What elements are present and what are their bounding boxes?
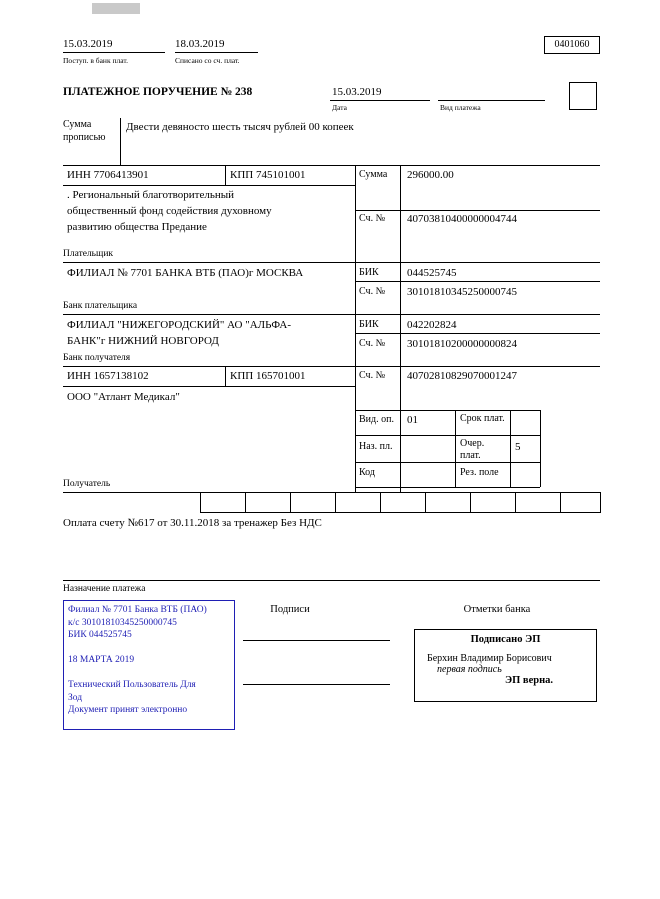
payment-purpose-label: Назначение платежа xyxy=(63,584,146,594)
payee-bank-account: 30101810200000000824 xyxy=(407,338,517,350)
bank-stamp-line: Зод xyxy=(68,692,83,703)
payee-account-label: Сч. № xyxy=(359,370,386,381)
electronic-signature-stamp xyxy=(414,629,597,702)
rule xyxy=(330,100,430,101)
bank-stamp-line xyxy=(68,667,230,680)
form-code-box xyxy=(544,36,600,54)
pay-term-label: Срок плат. xyxy=(460,413,505,424)
rule xyxy=(355,165,356,492)
op-kind-value: 01 xyxy=(407,414,418,426)
payer-account: 40703810400000004744 xyxy=(407,213,517,225)
payer-bank-section-label: Банк плательщика xyxy=(63,301,138,311)
rule xyxy=(355,281,600,282)
rule xyxy=(400,165,401,492)
rule xyxy=(438,100,545,101)
debited-date-label: Списано со сч. плат. xyxy=(175,56,240,65)
payer-name-line2: общественный фонд содействия духовному xyxy=(67,205,272,217)
rule xyxy=(600,492,601,512)
rule xyxy=(63,386,355,387)
ep-verified-text: ЭП верна. xyxy=(505,675,554,686)
amount-value: 296000.00 xyxy=(407,169,454,181)
bank-stamp-line: БИК 044525745 xyxy=(68,630,132,640)
signatures-label: Подписи xyxy=(270,604,310,615)
priority-value: 5 xyxy=(515,441,521,453)
payer-bank-bik: 044525745 xyxy=(407,267,457,279)
rule xyxy=(245,492,246,512)
bank-stamp-line: к/с 30101810345250000745 xyxy=(68,617,177,628)
payer-account-label: Сч. № xyxy=(359,213,386,224)
payee-name: ООО "Атлант Медикал" xyxy=(67,391,180,403)
bank-marks-label: Отметки банка xyxy=(463,604,531,615)
payer-bank-account-label: Сч. № xyxy=(359,286,386,297)
rule xyxy=(355,487,540,488)
rule xyxy=(225,366,226,386)
rule xyxy=(455,410,456,487)
rule xyxy=(355,462,540,463)
rule xyxy=(63,262,600,263)
payee-account: 40702810829070001247 xyxy=(407,370,517,382)
rule xyxy=(290,492,291,512)
payer-name-line3: развитию общества Предание xyxy=(67,221,207,233)
rule xyxy=(335,492,336,512)
code-label: Код xyxy=(359,467,375,478)
payee-kpp: КПП 165701001 xyxy=(230,370,306,382)
doc-date: 15.03.2019 xyxy=(332,86,382,98)
rule xyxy=(225,165,226,185)
priority-label: Очер. плат. xyxy=(460,438,485,461)
ep-signer-name: Берхин Владимир Борисович xyxy=(427,653,552,664)
amount-words-label-2: прописью xyxy=(63,132,106,143)
rule xyxy=(63,580,600,581)
payer-bank-account: 30101810345250000745 xyxy=(407,286,517,298)
payment-kind-box xyxy=(569,82,597,110)
payer-section-label: Плательщик xyxy=(63,249,114,259)
rule xyxy=(63,52,165,53)
rule xyxy=(540,410,541,487)
bank-stamp-line: Технический Пользователь Для xyxy=(68,680,196,690)
payee-bank-section-label: Банк получателя xyxy=(63,353,131,363)
payer-bank-bik-label: БИК xyxy=(359,267,379,278)
purpose-code-label: Наз. пл. xyxy=(359,441,393,452)
payer-inn: ИНН 7706413901 xyxy=(67,169,149,181)
rule xyxy=(355,410,540,411)
bank-stamp-line: 18 МАРТА 2019 xyxy=(68,655,135,665)
payee-bank-name-line1: ФИЛИАЛ "НИЖЕГОРОДСКИЙ" АО "АЛЬФА- xyxy=(67,319,292,331)
rule xyxy=(355,210,600,211)
payer-bank-name: ФИЛИАЛ № 7701 БАНКА ВТБ (ПАО)г МОСКВА xyxy=(67,267,304,279)
amount-words-label-1: Сумма xyxy=(63,119,92,130)
doc-date-label: Дата xyxy=(332,103,347,112)
payee-bank-bik: 042202824 xyxy=(407,319,457,331)
bank-stamp-line: Документ принят электронно xyxy=(68,705,188,715)
rule xyxy=(470,492,471,512)
op-kind-label: Вид. оп. xyxy=(359,414,394,425)
rule xyxy=(515,492,516,512)
rule xyxy=(63,492,600,493)
payee-bank-name-line2: БАНК"г НИЖНИЙ НОВГОРОД xyxy=(67,335,219,347)
payee-bank-bik-label: БИК xyxy=(359,319,379,330)
rule xyxy=(425,492,426,512)
scan-artifact xyxy=(92,3,140,14)
amount-label: Сумма xyxy=(359,169,388,180)
received-date-label: Поступ. в банк плат. xyxy=(63,56,128,65)
rule xyxy=(63,366,600,367)
ep-title: Подписано ЭП xyxy=(470,634,541,645)
rule xyxy=(120,118,121,165)
document-title: ПЛАТЕЖНОЕ ПОРУЧЕНИЕ № 238 xyxy=(63,86,253,98)
ep-signature-role: первая подпись xyxy=(437,664,502,675)
bank-stamp-line: Филиал № 7701 Банка ВТБ (ПАО) xyxy=(68,605,207,615)
rule xyxy=(63,165,600,166)
bank-stamp-line xyxy=(68,642,230,655)
rule xyxy=(355,333,600,334)
payment-purpose-text: Оплата счету №617 от 30.11.2018 за тренажер Без НДС xyxy=(63,517,322,529)
rule xyxy=(510,410,511,487)
rule xyxy=(200,512,601,513)
received-date: 15.03.2019 xyxy=(63,38,113,50)
debited-date: 18.03.2019 xyxy=(175,38,225,50)
rule xyxy=(560,492,561,512)
payment-kind-label: Вид платежа xyxy=(440,103,481,112)
rule xyxy=(63,314,600,315)
reserve-field-label: Рез. поле xyxy=(460,467,499,478)
signature-line-1 xyxy=(243,640,390,641)
payee-bank-account-label: Сч. № xyxy=(359,338,386,349)
rule xyxy=(63,185,355,186)
form-code: 0401060 xyxy=(554,39,590,50)
payer-kpp: КПП 745101001 xyxy=(230,169,306,181)
payee-section-label: Получатель xyxy=(63,479,111,489)
rule xyxy=(355,435,540,436)
bank-stamp xyxy=(63,600,235,730)
payee-inn: ИНН 1657138102 xyxy=(67,370,149,382)
rule xyxy=(380,492,381,512)
rule xyxy=(200,492,201,512)
amount-in-words: Двести девяносто шесть тысяч рублей 00 копеек xyxy=(126,121,354,133)
payer-name-line1: . Региональный благотворительный xyxy=(67,189,234,201)
rule xyxy=(175,52,258,53)
signature-line-2 xyxy=(243,684,390,685)
